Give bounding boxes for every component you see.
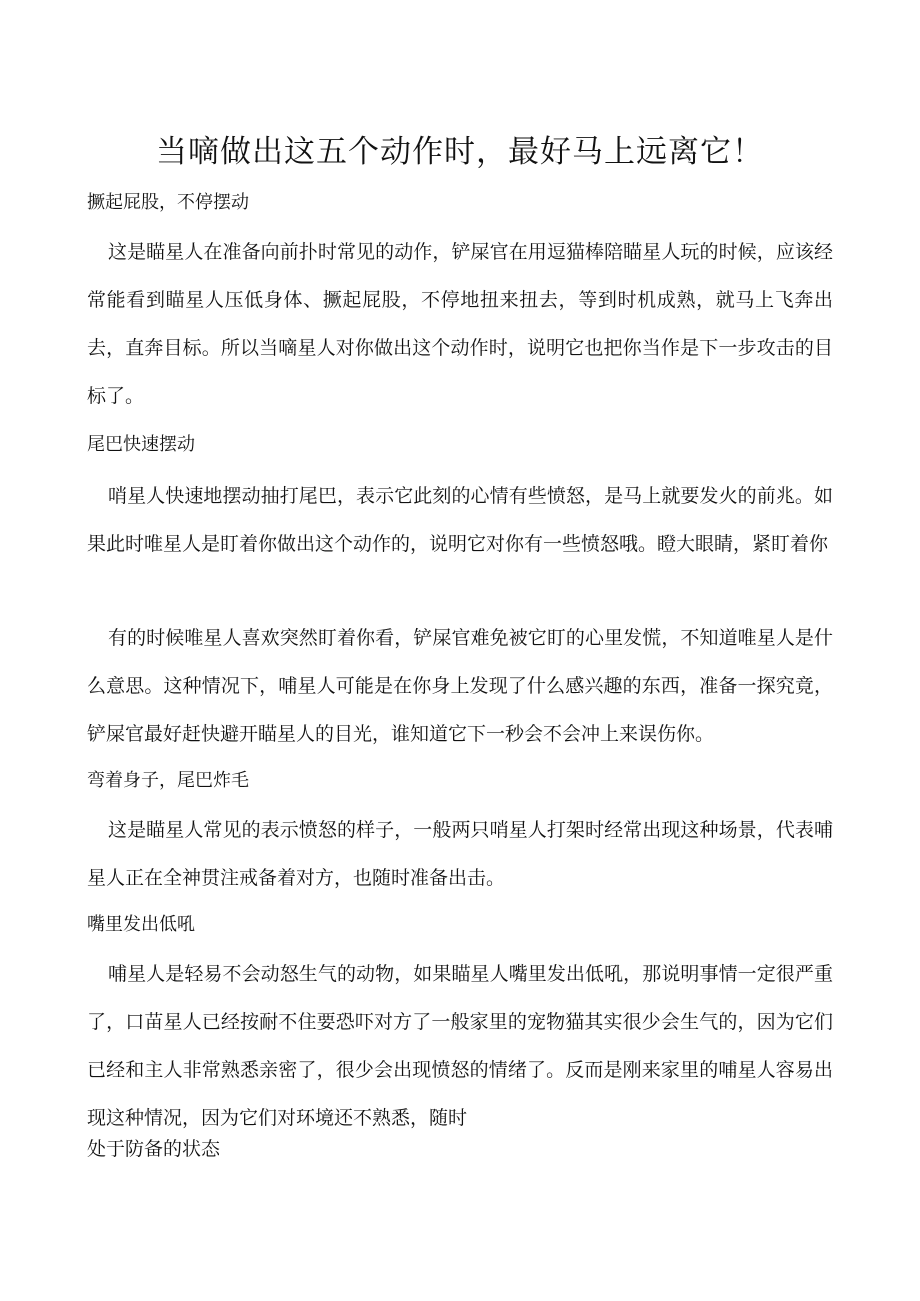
section-heading-2: 尾巴快速摆动 <box>87 434 195 455</box>
section-heading-4: 弯着身子，尾巴炸毛 <box>87 770 249 791</box>
section-body-5: 哺星人是轻易不会动怒生气的动物，如果瞄星人嘴里发出低吼，那说明事情一定很严重了，口苗星人已经按耐不住要恐吓对方了一般家里的宠物猫其实很少会生气的，因为它们已经和主人非常熟悉亲密了，很少会出现愤怒的情绪了。反而是刚来家里的哺星人容易出现这种情况，因为它们对环境还不熟悉，随时 <box>87 963 833 1129</box>
section-body-3: 有的时候唯星人喜欢突然盯着你看，铲屎官难免被它盯的心里发慌，不知道唯星人是什么意思。这种情况下，哺星人可能是在你身上发现了什么感兴趣的东西，准备一探究竟，铲屎官最好赶快避开瞄星人的目光，谁知道它下一秒会不会冲上来误伤你。 <box>87 627 833 745</box>
section-body-4: 这是瞄星人常见的表示愤怒的样子，一般两只哨星人打架时经常出现这种场景，代表哺星人正在全神贯注戒备着对方，也随时准备出击。 <box>87 819 833 889</box>
section-heading-1: 撅起屁股，不停摆动 <box>87 192 249 213</box>
document-title: 当嘀做出这五个动作时，最好马上远离它！ <box>156 134 764 170</box>
closing-line: 处于防备的状态 <box>87 1138 221 1160</box>
section-body-2: 哨星人快速地摆动抽打尾巴，表示它此刻的心情有些愤怒，是马上就要发火的前兆。如果此时唯星人是盯着你做出这个动作的，说明它对你有一些愤怒哦。瞪大眼睛，紧盯着你 <box>87 485 833 555</box>
section-heading-5: 嘴里发出低吼 <box>87 914 195 935</box>
section-body-1: 这是瞄星人在准备向前扑时常见的动作，铲屎官在用逗猫棒陪瞄星人玩的时候，应该经常能看到瞄星人压低身体、撅起屁股，不停地扭来扭去，等到时机成熟，就马上飞奔出去，直奔目标。所以当嘀星人对你做出这个动作时，说明它也把你当作是下一步攻击的目标了。 <box>87 241 833 407</box>
